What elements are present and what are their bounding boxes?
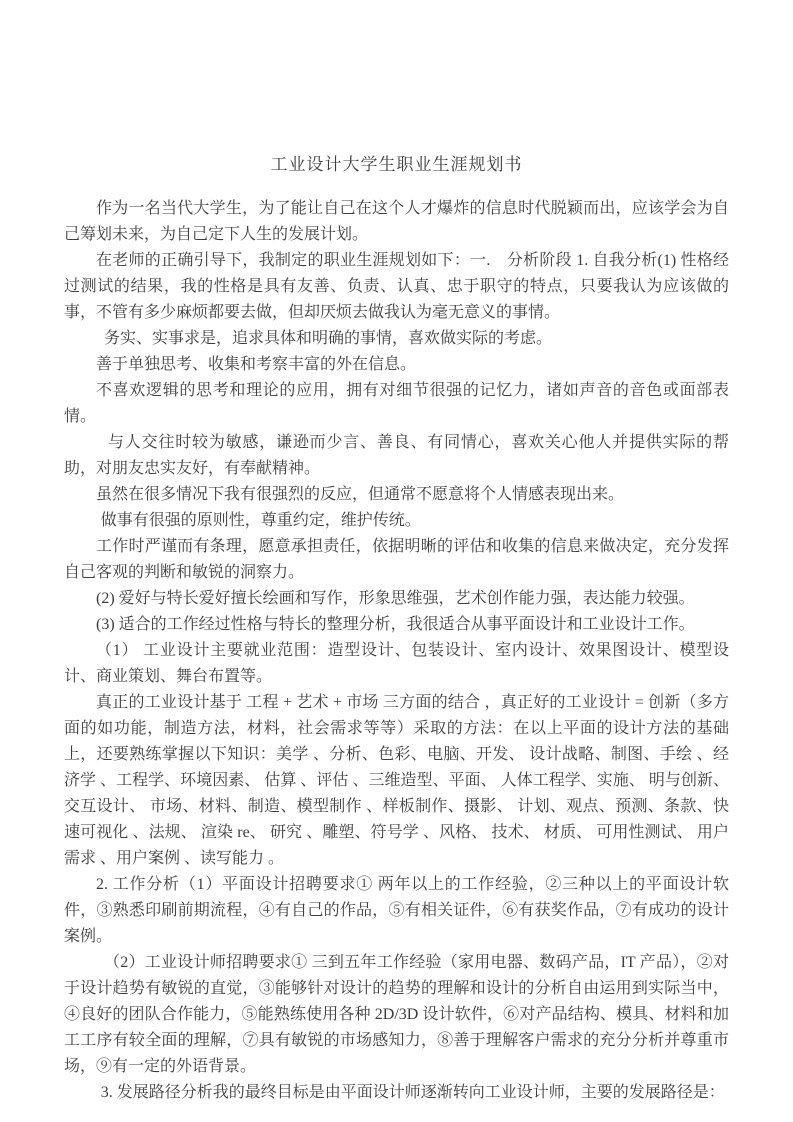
paragraph-trait-principle: 做事有很强的原则性，尊重约定，维护传统。: [100, 512, 421, 529]
paragraph-employment-scope: （1） 工业设计主要就业范围：造型设计、包装设计、室内设计、效果图设计、模型设计、商业策划、舞台布置等。: [64, 642, 729, 685]
paragraph-trait-emotion: 虽然在很多情况下我有很强烈的反应，但通常不愿意将个人情感表现出来。: [96, 486, 625, 503]
paragraph-trait-memory: 不喜欢逻辑的思考和理论的应用，拥有对细节很强的记忆力，诸如声音的音色或面部表情。: [64, 382, 729, 425]
paragraph-suitable-work: (3) 适合的工作经过性格与特长的整理分析，我很适合从事平面设计和工业设计工作。: [96, 616, 695, 633]
document-title: 工业设计大学生职业生涯规划书: [270, 155, 523, 174]
paragraph-trait-pragmatic: 务实、实事求是，追求具体和明确的事情，喜欢做实际的考虑。: [104, 330, 553, 347]
paragraph-intro: 作为一名当代大学生，为了能让自己在这个人才爆炸的信息时代脱颖而出，应该学会为自己筹划未来，为自己定下人生的发展计划。: [64, 200, 729, 243]
paragraph-development-path: 3. 发展路径分析我的最终目标是由平面设计师逐渐转向工业设计师，主要的发展路径是：: [100, 1084, 725, 1101]
paragraph-plan-overview: 在老师的正确引导下，我制定的职业生涯规划如下：一. 分析阶段 1. 自我分析(1) 性格经过测试的结果，我的性格是具有友善、负责、认真、忠于职守的特点，只要我认为应该做的事，不管有多少麻烦都要去做，但却厌烦去做我认为毫无意义的事情。: [64, 252, 729, 321]
paragraph-industrial-design-knowledge: 真正的工业设计基于 工程 + 艺术 + 市场 三方面的结合 ，真正好的工业设计 = 创新（多方面的如功能，制造方法，材料，社会需求等等）采取的方法：在以上平面的设计方法的基础上，还要熟练掌握以下知识：美学 、分析、色彩、电脑、开发、 设计战略、制图、手绘 、经济学 、工程学、环境因素、 估算 、评估 、三维造型、平面、 人体工程学、实施、 明与创新、 交互设计、 市场、材料、制造、模型制作 、样板制作、摄影、 计划、观点、预测、条款、快速可视化 、法规、 渲染 re、 研究 、雕塑、符号学 、风格、 技术、 材质、 可用性测试、 用户需求 、用户案例 、读写能力 。: [64, 694, 729, 867]
paragraph-job-analysis-industrial: （2）工业设计师招聘要求① 三到五年工作经验（家用电器、数码产品，IT 产品），②对于设计趋势有敏锐的直觉，③能够针对设计的趋势的理解和设计的分析自由运用到实际当中，④良好的团队合作能力，⑤能熟练使用各种 2D/3D 设计软件，⑥对产品结构、模具、材料和加工工序有较全面的理解，⑦具有敏锐的市场感知力，⑧善于理解客户需求的充分分析并尊重市场，⑨有一定的外语背景。: [64, 954, 729, 1075]
paragraph-trait-thinking: 善于单独思考、收集和考察丰富的外在信息。: [96, 356, 417, 373]
paragraph-hobbies: (2) 爱好与特长爱好擅长绘画和写作，形象思维强，艺术创作能力强，表达能力较强。: [96, 590, 695, 607]
paragraph-trait-work-style: 工作时严谨而有条理，愿意承担责任，依据明晰的评估和收集的信息来做决定，充分发挥自己客观的判断和敏锐的洞察力。: [64, 538, 729, 581]
paragraph-job-analysis-graphic: 2. 工作分析（1）平面设计招聘要求① 两年以上的工作经验，②三种以上的平面设计软件，③熟悉印刷前期流程，④有自己的作品，⑤有相关证件，⑥有获奖作品，⑦有成功的设计案例。: [64, 876, 729, 945]
paragraph-trait-social: 与人交往时较为敏感，谦逊而少言、善良、有同情心，喜欢关心他人并提供实际的帮助，对朋友忠实友好，有奉献精神。: [64, 434, 729, 477]
